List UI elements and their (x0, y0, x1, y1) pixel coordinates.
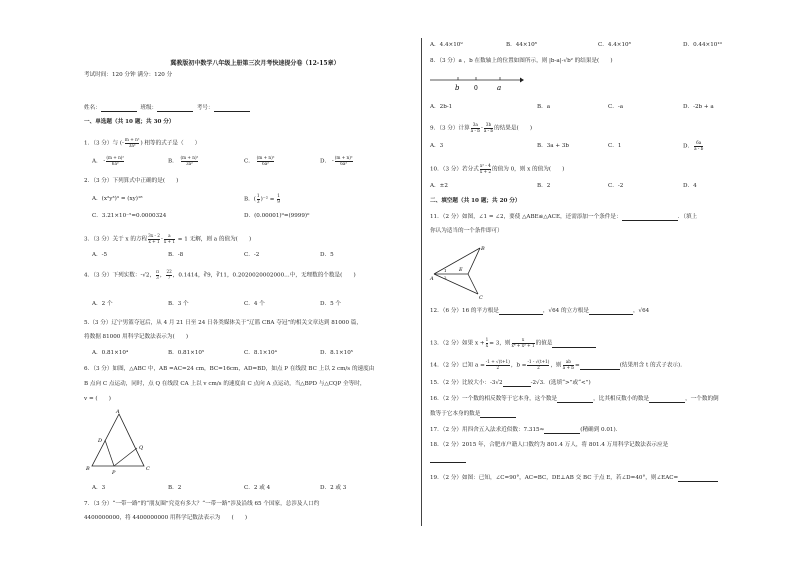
number-blank[interactable] (214, 105, 250, 112)
q5-option-c[interactable]: C．8.1×10⁴ (244, 350, 277, 356)
label-d: D (98, 438, 103, 444)
question-14: 14．（2 分）已知 a = $\frac{-1 + √(t+1)}{2}$ ，b = $\frac{-1 - √(t+1)}{2}$ ，则 $\frac{ab}{a + b}$ = (结果用含 t 的式子表示)． (430, 359, 686, 370)
q10-option-b[interactable]: B．2 (537, 183, 551, 189)
q2-option-a[interactable]: A．(x²y³)³ = (xy)¹⁸ (92, 196, 143, 202)
q6-option-a[interactable]: A．3 (92, 485, 106, 491)
label-0: 0 (474, 85, 478, 92)
class-blank[interactable] (157, 105, 193, 112)
q5-option-a[interactable]: A．0.81×10⁴ (92, 350, 129, 356)
q3-option-d[interactable]: D．5 (320, 252, 334, 258)
q16-blank-3[interactable] (480, 411, 516, 418)
q4-option-c[interactable]: C．4 个 (244, 301, 265, 307)
question-16-line-1: 16．（2 分）一个数的相反数等于它本身，这个数是 ，比其相反数小的数是 ，一个数的倒 (430, 396, 719, 402)
question-7-line-1: 7．（3 分）“一带一路”的“朋友圈”究竟有多大？“一带一路”涉及沿线 65 个国家，总涉及人口约 (84, 501, 320, 507)
q5-option-b[interactable]: B．0.81×10⁵ (168, 350, 205, 356)
q3-option-c[interactable]: C．-2 (244, 252, 260, 258)
q9-option-b[interactable]: B．3a + 3b (537, 143, 569, 149)
question-16-line-2: 数等于它本身的数是 (430, 411, 516, 418)
q3-option-a[interactable]: A．-5 (92, 252, 108, 258)
question-18: 18．（2 分）2015 年，合肥市户籍人口数约为 801.4 万人，将 801.4 万用科学记数法表示应是 (430, 442, 669, 448)
class-label: 班级： (140, 105, 158, 111)
q10-option-a[interactable]: A．±2 (430, 183, 448, 189)
q14-blank[interactable] (580, 363, 620, 370)
q1-option-d[interactable]: D． - $\frac{\text{(m + n)²}}{\text{6a²}}$ (320, 155, 353, 166)
q8-option-a[interactable]: A．2b-1 (430, 104, 453, 110)
question-1: 1．（3 分）与 (- $\frac{\text{m + n²}}{\text{3a²}}$ ) 相等的式子是（ ） (84, 137, 201, 148)
section-2-heading: 二、填空题（共 10 题；共 20 分） (430, 198, 521, 204)
q12-blank-1[interactable] (499, 308, 543, 315)
q2-option-d[interactable]: D．(0.00001)⁰=(9999)⁰ (244, 213, 310, 219)
q3-option-b[interactable]: B．-8 (168, 252, 184, 258)
question-15: 15．（2 分）比较大小：-3√2 -2√3．(选填“>”或“<”) (430, 380, 591, 386)
q19-blank[interactable] (678, 475, 718, 482)
question-8: 8．（3 分）a ，b 在数轴上的位置如图所示，则 |b-a|-√b² 的结果是( ) (430, 58, 613, 64)
q1-option-a[interactable]: A． - $\frac{\text{(m + n)²}}{\text{6a²}}$ (92, 155, 125, 166)
label-2: 2 (444, 275, 447, 280)
label-b: b (455, 84, 460, 92)
q1-option-c[interactable]: C． $\frac{\text{(m + n)²}}{\text{6a²}}$ (244, 155, 275, 166)
question-5-line-2: 将数据 81000 用科学记数法表示为( ) (84, 334, 189, 340)
q6-option-b[interactable]: B．2 (168, 485, 182, 491)
question-3: 3．（3 分）关于 x 的方程 $\frac{3x - 2}{x + 1}$ - $\frac{a}{x + 1}$ = 1 无解，则 a 的值为( ) (84, 233, 252, 244)
q9-option-a[interactable]: A．3 (430, 143, 444, 149)
question-11-line-1: 11．（2 分）如图，∠1 = ∠2，要使 △ABE≌△ACE，还需添加一个条件是： ．（填上 (430, 214, 698, 220)
label-c: C (146, 466, 150, 472)
q7-option-d[interactable]: D．0.44×10¹⁰ (683, 42, 722, 48)
q11-answer-blank[interactable] (622, 214, 678, 221)
name-label: 姓名： (84, 105, 101, 111)
question-18-line-2 (430, 456, 466, 463)
label-a: A (116, 409, 120, 415)
q18-blank[interactable] (430, 456, 466, 463)
q8-option-c[interactable]: C．-a (608, 104, 624, 110)
label-p: P (112, 470, 116, 476)
q4-option-b[interactable]: B．3 个 (168, 301, 189, 307)
question-11-line-2: 你认为适当的一个条件即可） (430, 228, 503, 234)
q10-option-d[interactable]: D．4 (683, 183, 697, 189)
question-5-line-1: 5.（3 分）辽宁男篮夺冠后，从 4 月 21 日至 24 日各类媒体关于“辽篮 CBA 夺冠”的相关文章达到 81000 篇， (84, 320, 362, 326)
q17-blank[interactable] (544, 427, 580, 434)
q2-option-b[interactable]: B．( $\frac{1}{3}$ )⁻² = $\frac{1}{9}$ (244, 193, 280, 204)
page-title: 冀教版初中数学八年级上册第三次月考快速提分卷（12-15章） (170, 60, 340, 67)
question-2: 2．（3 分）下列算式中正确的是( ) (84, 178, 179, 184)
q15-blank[interactable] (503, 380, 531, 387)
name-blank[interactable] (101, 105, 137, 112)
q4-option-a[interactable]: A．2 个 (92, 301, 113, 307)
q16-blank-2[interactable] (649, 396, 685, 403)
q8-option-b[interactable]: B．a (537, 104, 551, 110)
q7-option-a[interactable]: A．4.4×10⁹ (430, 42, 463, 48)
column-divider (421, 38, 422, 526)
question-9: 9．（3 分）计算 $\frac{3a}{a - b}$ - $\frac{3b}{a - b}$ 的结果是( ) (430, 122, 533, 133)
q2-option-c[interactable]: C．3.21×10⁻⁵=0.0000324 (92, 213, 167, 219)
triangle-figure-q11 (430, 244, 490, 300)
question-6-line-1: 6．（3 分）如图，△ABC 中，AB =AC=24 cm，BC=16cm，AD=BD，如点 P 在线段 BC 上以 2 cm/s 的速度由 (84, 366, 375, 372)
number-label: 考号： (196, 105, 214, 111)
q5-option-d[interactable]: D．8.1×10⁵ (320, 350, 354, 356)
question-6-line-3: v = ( ) (84, 396, 111, 402)
label-e: E (459, 267, 463, 273)
question-17: 17．（2 分）用四舍五入法求近似数：7.315≈ (精确到 0.01)． (430, 427, 622, 433)
question-10: 10．（3 分）若分式 $\frac{\text{x² - 4}}{x + 2}$ 的值为 0，则 x 的值为( ) (430, 163, 565, 174)
q9-option-c[interactable]: C．1 (608, 143, 622, 149)
exam-info: 考试时间：120 分钟 满分：120 分 (84, 72, 173, 78)
q7-option-b[interactable]: B．44×10⁸ (506, 42, 537, 48)
question-4: 4．（3 分）下列实数：-√2， $\frac{\pi}{3}$ ， $\frac{22}{7}$ ，0.1414，∛9，∛11，0.2020020002000…中，无理数的个数是( ) (84, 269, 356, 280)
q10-option-c[interactable]: C．-2 (608, 183, 624, 189)
q12-blank-2[interactable] (589, 308, 633, 315)
label-b: B (86, 466, 90, 472)
question-6-line-2: B 点向 C 点运动，同时，点 Q 在线段 CA 上以 v cm/s 的速度由 C 点向 A 点运动，当△BPD 与△CQP 全等时， (84, 381, 366, 387)
question-13: 13．（2 分）如果 x + $\frac{1}{x}$ = 3，则 $\frac{x}{\text{x⁴ + x² + 1}}$ 的值是 (430, 338, 596, 348)
label-1: 1 (444, 268, 447, 273)
question-19: 19．（2 分）如图：已知，∠C=90°，AC=BC，DE⊥AB 交 BC 于点 E，若∠D=40°，则∠EAC= (430, 475, 718, 482)
student-info-line (84, 105, 250, 112)
label-q: Q (139, 445, 144, 451)
question-7-line-2: 4400000000，将 4400000000 用科学记数法表示为 ( ) (84, 515, 248, 521)
q4-option-d[interactable]: D．5 个 (320, 301, 342, 307)
q1-option-b[interactable]: B． $\frac{\text{(m + n)²}}{\text{3a²}}$ (168, 155, 199, 166)
label-a: a (497, 84, 502, 92)
label-a: A (430, 276, 434, 282)
section-1-heading: 一、单选题（共 10 题；共 30 分） (84, 119, 175, 125)
q16-blank-1[interactable] (557, 396, 593, 403)
q13-blank[interactable] (552, 341, 596, 348)
q6-option-d[interactable]: D．2 或 3 (320, 485, 347, 491)
question-12: 12．（6 分）16 的平方根是 ，√64 的立方根是 ，√64 (430, 308, 650, 314)
q6-option-c[interactable]: C．2 或 4 (244, 485, 271, 491)
label-c: C (479, 295, 483, 301)
label-b: B (481, 246, 485, 252)
q9-option-d[interactable]: D． $\frac{6a}{a - b}$ (683, 140, 704, 151)
number-line-q8 (430, 72, 525, 94)
q7-option-c[interactable]: C．4.4×10⁸ (598, 42, 631, 48)
q8-option-d[interactable]: D．-2b + a (683, 104, 714, 110)
triangle-figure-q6 (84, 409, 154, 476)
